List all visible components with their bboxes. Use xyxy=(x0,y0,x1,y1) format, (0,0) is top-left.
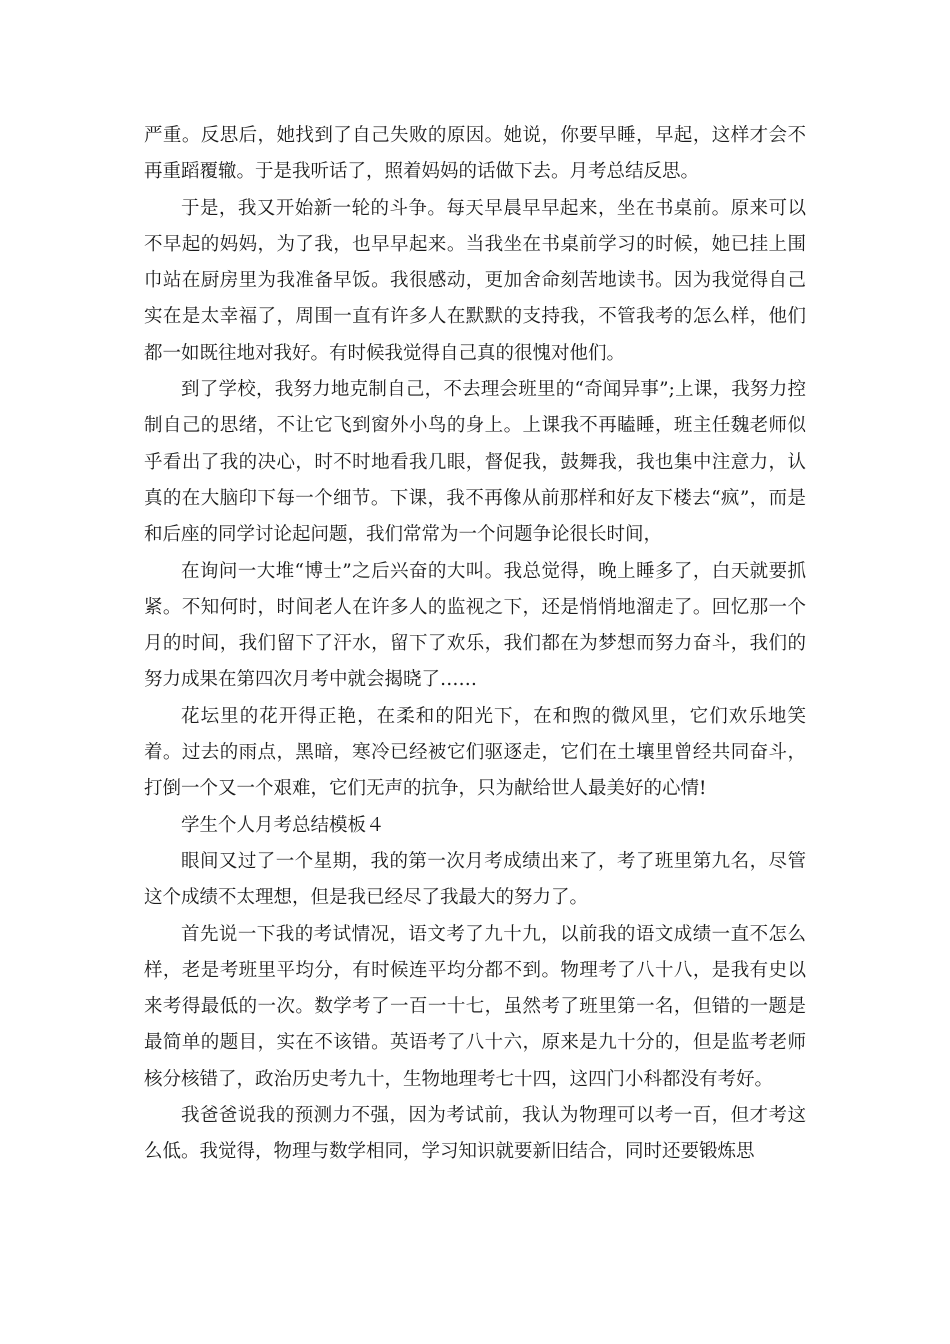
paragraph-2: 于是，我又开始新一轮的斗争。每天早晨早早起来，坐在书桌前。原来可以不早起的妈妈，为了我，也早早起来。当我坐在书桌前学习的时候，她已挂上围巾站在厨房里为我准备早饭。我很感动，更加舍命刻苦地读书。因为我觉得自己实在是太幸福了，周围一直有许多人在默默的支持我，不管我考的怎么样，他们都一如既往地对我好。有时候我觉得自己真的很愧对他们。 xyxy=(144,197,806,364)
paragraph-4: 在询问一大堆“博士”之后兴奋的大叫。我总觉得，晚上睡多了，白天就要抓紧。不知何时，时间老人在许多人的监视之下，还是悄悄地溜走了。回忆那一个月的时间，我们留下了汗水，留下了欢乐，我们都在为梦想而努力奋斗，我们的努力成果在第四次月考中就会揭晓了…… xyxy=(144,560,806,691)
paragraph-1: 严重。反思后，她找到了自己失败的原因。她说，你要早睡，早起，这样才会不再重蹈覆辙。于是我听话了，照着妈妈的话做下去。月考总结反思。 xyxy=(144,125,806,183)
paragraph-6: 眼间又过了一个星期，我的第一次月考成绩出来了，考了班里第九名，尽管这个成绩不太理想，但是我已经尽了我最大的努力了。 xyxy=(144,850,806,909)
paragraph-8: 我爸爸说我的预测力不强，因为考试前，我认为物理可以考一百，但才考这么低。我觉得，物理与数学相同，学习知识就要新旧结合，同时还要锻炼思 xyxy=(144,1105,806,1163)
paragraph-3: 到了学校，我努力地克制自己，不去理会班里的“奇闻异事”;上课，我努力控制自己的思绪，不让它飞到窗外小鸟的身上。上课我不再瞌睡，班主任魏老师似乎看出了我的决心，时不时地看我几眼，督促我，鼓舞我，我也集中注意力，认真的在大脑印下每一个细节。下课，我不再像从前那样和好友下楼去“疯”，而是和后座的同学讨论起问题，我们常常为一个问题争论很长时间， xyxy=(144,379,806,546)
paragraph-5: 花坛里的花开得正艳，在柔和的阳光下，在和煦的微风里，它们欢乐地笑着。过去的雨点，黑暗，寒冷已经被它们驱逐走，它们在土壤里曾经共同奋斗，打倒一个又一个艰难，它们无声的抗争，只为献给世人最美好的心情! xyxy=(144,705,806,800)
paragraph-7: 首先说一下我的考试情况，语文考了九十九，以前我的语文成绩一直不怎么样，老是考班里平均分，有时候连平均分都不到。物理考了八十八，是我有史以来考得最低的一次。数学考了一百一十七，虽然考了班里第一名，但错的一题是最简单的题目，实在不该错。英语考了八十六，原来是九十分的，但是监考老师核分核错了，政治历史考九十，生物地理考七十四，这四门小科都没有考好。 xyxy=(144,923,806,1090)
section-heading: 学生个人月考总结模板４ xyxy=(181,814,385,836)
document-body xyxy=(144,118,806,1171)
